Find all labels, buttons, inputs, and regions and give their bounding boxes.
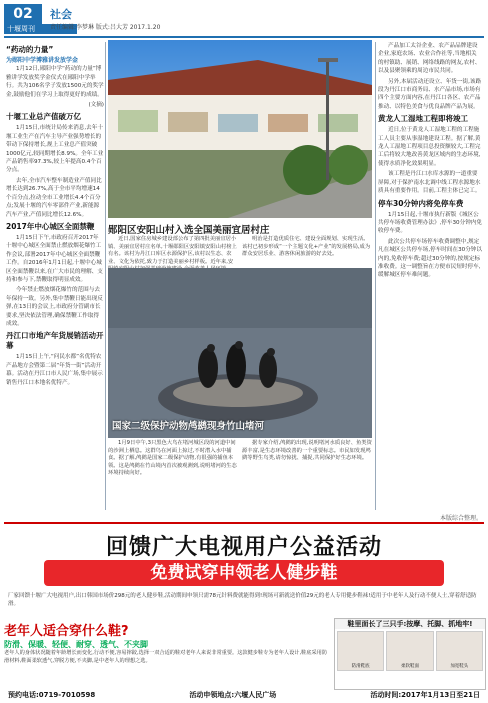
shoe-label: 柔软鞋面	[400, 664, 419, 669]
article-text: 明治是打造优质住宅、建设全面规划、实现生活。该村已初步形成“一个主题文化+产业”的发展格局,成为群众安居乐业、游客休闲旅游的好去处。	[242, 236, 371, 258]
left-column	[6, 42, 104, 510]
ad-time: 活动时间:2017年1月13日至21日	[370, 691, 480, 699]
shoe-label: 防滑鞋底	[351, 664, 370, 669]
ad-left-panel	[4, 620, 329, 684]
article-text: 今年禁止燃放烟花爆竹的范围与去年保持一致。另外,集中禁鞭日能出现反弹,在13日的会议上,市政府分管副市长要求,坚决依法管理,确保禁鞭工作取得成效。	[6, 287, 103, 327]
section-title: 社会	[50, 8, 72, 21]
paper-name: 十堰周刊	[4, 24, 77, 34]
ad-right-panel	[334, 618, 486, 690]
page-note: 本版综合整理。	[439, 515, 482, 522]
column-divider	[105, 42, 106, 510]
center-text	[242, 236, 372, 266]
article-text: 近日,国家住房城乡建设部公布了第四批美丽宜居小镇、美丽宜居村庄名单,十堰郧阳区安阳镇安阳山村榜上有名。该村为丹江口库区水源保护区,该村以生态、农业、文化为依托,致力于打造美丽乡村样板。近年来,安	[108, 236, 237, 265]
article-text: 1月15日下午,市政府召开2017年十堰中心城区全面禁止燃放烟花爆竹工作会议,部署2017年中心城区全面禁鞭工作。自2016年1月1日起,十堰中心城区全面禁鞭以来,在广大市民的理解、支持和参与下,禁鞭取得明显成效。	[6, 234, 103, 283]
ad-footer	[4, 688, 484, 702]
ad-subtitle: 免费试穿申领老人健步鞋	[44, 560, 444, 586]
article-text: 该工程是丹江口水库水源的一道重要屏障,对于保护南水北调中线工程水源地水质具有重要作用。目前,工程主体已完工。	[378, 171, 481, 195]
ad-question: 老年人适合穿什么鞋?	[4, 624, 129, 639]
article-heading: 2017年中心城区全面禁鞭	[6, 221, 95, 231]
ad-body-text: 老年人的身体状况随着年龄增长而变化,行动不便,容易摔跤,选择一双合适的鞋对老年人来说非常重要。这款健步鞋专为老年人设计,鞋底采用防滑材料,鞋面柔软透气,穿脱方便,不夹脚,是中老年人的理想之选。	[4, 650, 328, 664]
header-rule	[4, 36, 484, 38]
advertisement	[4, 522, 484, 702]
page-header	[0, 0, 488, 38]
page-number: 02	[4, 4, 42, 24]
article-text: 1月15日起,十堰市执行新版《城区公共停车场收费管理办法》,停车30分钟内免收停车费。	[378, 211, 482, 235]
shoe-label: 加宽鞋头	[450, 664, 469, 669]
editor-meta: 责任编辑:李梦琳 版式:吕大芳 2017.1.20	[50, 24, 161, 31]
right-column	[378, 42, 482, 510]
article-heading: 丹江口市地产年货展销活动开幕	[6, 331, 104, 351]
photo-caption: 郧阳区安阳山村入选全国美丽宜居村庄	[108, 225, 270, 236]
article-text: 1月9日中午,3只黑色大鸟在堵河城区段的河道中间的沙洲上栖息。这群鸟在河面上掠过,不时潜入水中捕食。据了解,鸬鹚是国家二级保护动物,有很强的捕鱼本领。这是鸬鹚在竹山境内首次被观测到,说明堵河的生态环境持续向好。	[108, 440, 237, 477]
article-subheading: 为郧阳中学博雅讲发放学金	[6, 57, 79, 64]
center-text	[242, 440, 372, 510]
article-text: 此次公共停车场停车收费调整中,规定凡在城区公共停车场,停车时间在30分钟以内的,免收停车费;超过30分钟的,按规定标准收费。这一调整旨在方便市民短时停车,缓解城区停车难问题。	[378, 238, 482, 279]
village-photo	[108, 40, 372, 218]
article-text: 去年,全市汽车整车制造业产值同比增长达到26.7%,高于全市平均增速14个百分点,拉动全市工业增长4.4个百分点;发展十堰的汽车零部件产业,新能源汽车产业,产值同比增长12.6%。	[6, 177, 102, 218]
ad-intro: 厂家回馈十堰广大电视用户,出口韩国市场价298元的老人健步鞋,活动期间申领只需78元针料费就能得到!现场可新就送价值29元的老人专用健步鞋袜!适用于中老年人及行动不便人士,穿着舒适防滑。	[8, 593, 477, 607]
article-text: 据专家介绍,鸬鹚的出现,说明堵河水质良好、鱼类资源丰富,是生态环境改善的一个重要标志。市民如发现鸬鹚等野生鸟类,请勿惊扰、捕捉,共同保护好生态环境。	[242, 440, 372, 462]
center-text	[108, 440, 238, 510]
shoe-image	[337, 631, 384, 671]
article-heading: “药动的力量”	[6, 45, 54, 54]
ad-location: 活动申领地点:六堰人民广场	[189, 691, 277, 699]
article-text: 产品加工太谷企业、农产品品牌建设企业,家庭农场、农业合作社等,当地相关的村镇助、展销、网络线路的网友,农村、以及县聚领乘的周边市民共同。	[378, 43, 481, 75]
photo-caption: 国家二级保护动物鸬鹚现身竹山堵河	[112, 421, 265, 432]
article-text: 另外,本届活动还设立、年货一街,该路段为丹江口市商务局、水产品市场,市场有四个主要方面内容,在丹江口各区、农产品推动、以特色美食与优良品牌产品为展。	[378, 78, 482, 110]
ad-features: 防滑、保暖、轻便、耐穿、透气、不夹脚	[4, 640, 148, 649]
article-heading: 十堰工业总产值破万亿	[6, 112, 81, 122]
ad-title: 回馈广大电视用户公益活动	[105, 535, 382, 560]
article-text: 1月15日,市统计局传来消息,去年十堰工业生产在汽车主导产业强势增长的带动下保持增长,规上工业总产值突破1000亿元,较同期增长8.9%。全年工业产品销售率97.3%,较上年提高0.4个百分点。	[6, 125, 104, 174]
article-heading: 黄龙人工湿地工程即将竣工	[378, 114, 468, 124]
article-heading: 停车30分钟内将免停车费	[378, 198, 464, 208]
ad-right-title: 鞋里面长了三只手:按摩、托脚、抓地牢!	[335, 619, 485, 629]
shoe-image	[386, 631, 433, 671]
center-text	[108, 236, 238, 266]
article-text: 1月15日上午,“问民水都”名优特农产品地方会暨第二届“年货一街”活动开幕。活动在丹江口市人民广场,集中展示销售丹江口本地名优特产。	[6, 354, 103, 386]
article-sign: (文摘)	[88, 102, 104, 109]
cormorant-photo	[108, 268, 372, 438]
article-text: 近日,位于黄龙人工湿地工程的工程施工人员主要从事湿地建设工程。据了解,黄龙人工湿地工程项目总投资额较大,工程完工后将较大地改善黄龙区域内的生态环境,使得水质净化效果明显。	[378, 127, 481, 167]
column-divider	[375, 42, 376, 510]
article-text: 1月12日,郧阳中学“药动的力量”博雅讲学发放奖学金仪式在郧阳中学举行。共为106名学子发放1500元的奖学金,鼓励他们在学习上取得更好的成绩。	[6, 66, 104, 98]
shoe-image	[436, 631, 483, 671]
ad-hotline: 预约电话:0719-7010598	[8, 691, 96, 699]
